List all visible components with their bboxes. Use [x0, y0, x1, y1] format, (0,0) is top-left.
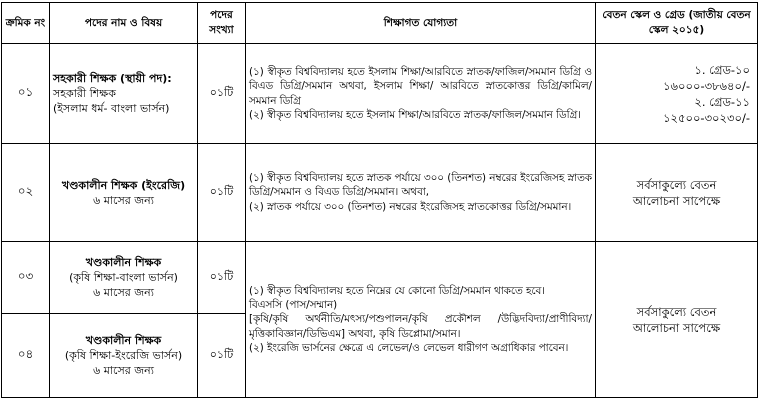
post-title: সহকারী শিক্ষক (স্থায়ী পদ):	[53, 72, 172, 85]
post-cell	[50, 314, 198, 398]
pay-line: ১২৫০০-৩০২৩০/-	[663, 110, 750, 125]
serial-cell: ০৩	[2, 242, 50, 314]
count-cell: ০১টি	[198, 242, 246, 314]
header-row	[2, 3, 758, 44]
post-sub: (কৃষি শিক্ষা-ইংরেজি ভার্সন)	[64, 349, 183, 362]
header-post: পদের নাম ও বিষয়	[50, 3, 198, 44]
table-row	[2, 242, 758, 314]
header-count: পদের সংখ্যা	[198, 3, 246, 44]
post-cell	[50, 144, 198, 242]
post-title: খণ্ডকালীন শিক্ষক	[85, 256, 162, 269]
post-cell	[50, 44, 198, 144]
header-qualification: শিক্ষাগত যোগ্যতা	[246, 3, 596, 44]
qualification-item: (২) স্বীকৃত বিশ্ববিদ্যালয় হতে ইসলাম শিক্ষা/আরবিতে স্নাতক/ফাজিল/সমমান ডিগ্রি।	[249, 108, 581, 121]
post-cell	[50, 242, 198, 314]
pay-line: আলোচনা সাপেক্ষে	[632, 193, 721, 208]
pay-line: সর্বসাকুল্যে বেতন	[636, 177, 717, 192]
pay-line: ১৬০০০-৩৮৬৪০/-	[663, 78, 750, 93]
count-cell: ০১টি	[198, 314, 246, 398]
qualification-item: (২) স্নাতক পর্যায়ে ৩০০ (তিনশত) নম্বরের ইংরেজিসহ স্নাতকোত্তর ডিগ্রি/সমমান।	[249, 200, 572, 213]
post-sub: ৬ মাসের জন্য	[93, 193, 154, 207]
qualification-item: বিএসসি (পাস/সম্মান)	[249, 299, 338, 312]
header-serial: ক্রমিক নং	[2, 3, 50, 44]
pay-cell	[596, 144, 758, 242]
post-sub: সহকারী শিক্ষক	[53, 87, 116, 100]
job-circular-table	[1, 2, 758, 398]
shared-pay-cell	[596, 242, 758, 398]
post-sub: ৬ মাসের জন্য	[93, 364, 154, 377]
count-cell: ০১টি	[198, 144, 246, 242]
qualification-item: (১) স্বীকৃত বিশ্ববিদ্যালয় হতে স্নাতক পর্যায়ে ৩০০ (তিনশত) নম্বরের ইংরেজিসহ স্নাতক ডিগ্রি/সমমান ও বিএড ডিগ্রি/সমমান। অথবা,	[249, 172, 592, 199]
qualification-item: (২) ইংরেজি ভার্সনের ক্ষেত্রে এ লেভেল/ও লেভেল ধারীগণ অগ্রাধিকার পাবেন।	[249, 341, 569, 354]
pay-line: আলোচনা সাপেক্ষে	[632, 320, 721, 335]
qualification-cell	[246, 144, 596, 242]
post-sub: ৬ মাসের জন্য	[93, 286, 154, 299]
qualification-item: (১) স্বীকৃত বিশ্ববিদ্যালয় হতে নিম্নের যে কোনো ডিগ্রি/সমমান থাকতে হবে।	[249, 284, 545, 297]
table-row	[2, 44, 758, 144]
post-title: খণ্ডকালীন শিক্ষক (ইংরেজি)	[61, 178, 186, 192]
post-sub: (কৃষি শিক্ষা-বাংলা ভার্সন)	[69, 271, 178, 284]
qualification-item: (১) স্বীকৃত বিশ্ববিদ্যালয় হতে ইসলাম শিক্ষা/আরবিতে স্নাতক/ফাজিল/সমমান ডিগ্রি ও বিএড ডিগ্রি/সমমান অথবা, ইসলাম শিক্ষা/ আরবিতে স্নাতকোত্তর ডিগ্রি/কামিল/সমমান ডিগ্রি	[249, 66, 592, 107]
count-cell: ০১টি	[198, 44, 246, 144]
serial-cell: ০১	[2, 44, 50, 144]
post-title: খণ্ডকালীন শিক্ষক	[85, 334, 162, 347]
pay-line: সর্বসাকুল্যে বেতন	[636, 304, 717, 319]
pay-cell	[596, 44, 758, 144]
qualification-cell	[246, 44, 596, 144]
pay-line: ১. গ্রেড-১০	[694, 62, 750, 77]
qualification-item: [কৃষি/কৃষি অর্থনীতি/মৎস্য/পশুপালন/কৃষি প্রকৌশল /উদ্ভিদবিদ্যা/প্রাণীবিদ্যা/ মৃত্তিকাবিজ্ঞান/ডিভিএম] অথবা, কৃষি ডিপ্লোমা/সমান।	[249, 313, 592, 340]
pay-line: ২. গ্রেড-১১	[694, 94, 750, 109]
table-row	[2, 144, 758, 242]
post-sub: (ইসলাম ধর্ম- বাংলা ভার্সন)	[53, 102, 170, 115]
serial-cell: ০৪	[2, 314, 50, 398]
header-pay: বেতন স্কেল ও গ্রেড (জাতীয় বেতন স্কেল ২০১৫)	[596, 3, 758, 44]
shared-qualification-cell	[246, 242, 596, 398]
serial-cell: ০২	[2, 144, 50, 242]
